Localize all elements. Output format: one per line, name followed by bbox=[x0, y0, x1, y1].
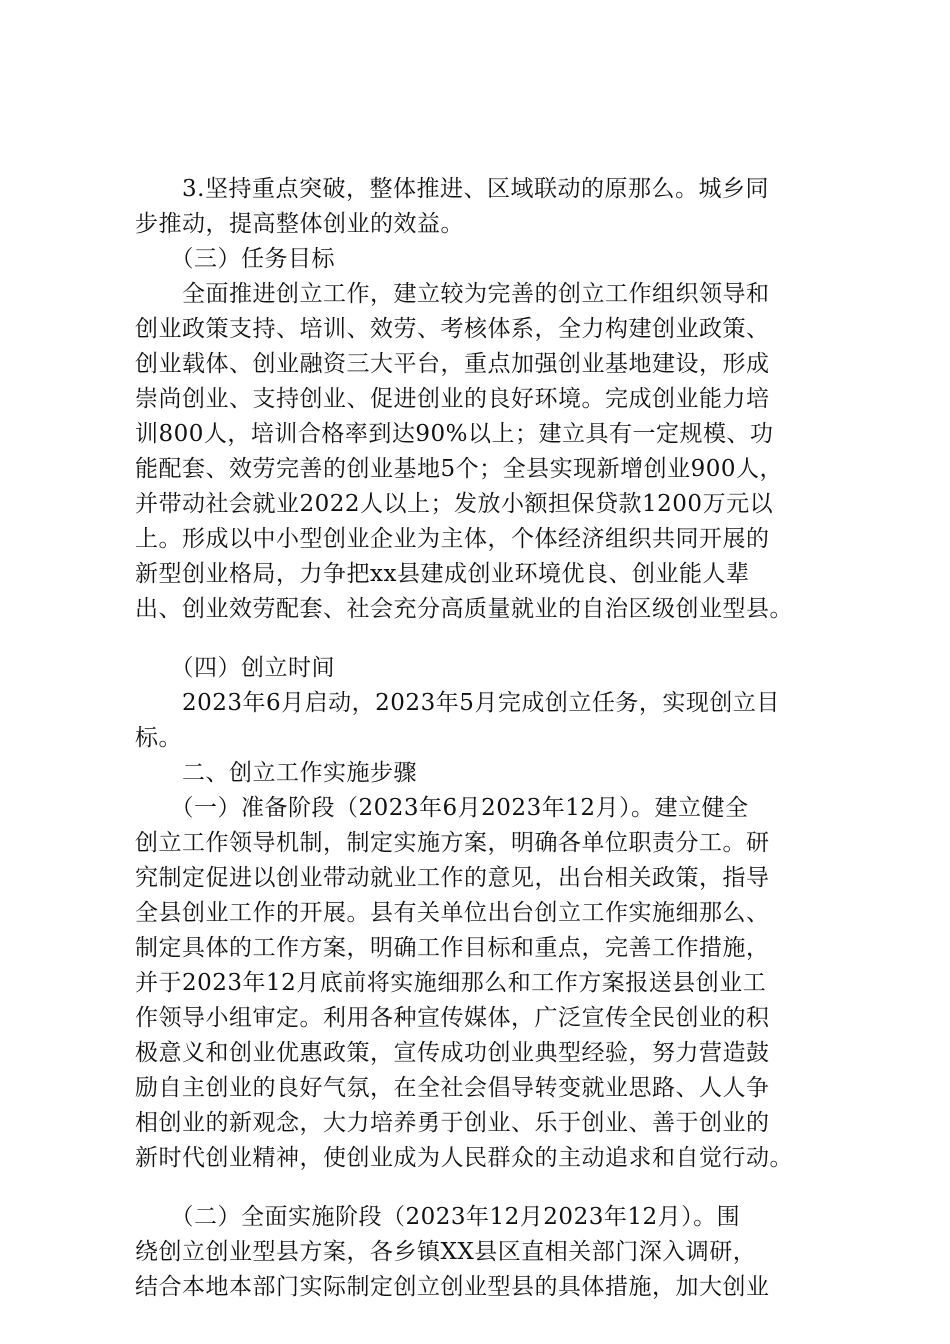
section-heading: 二、创立工作实施步骤 bbox=[135, 760, 417, 786]
text-line: 训800人，培训合格率到达90%以上；建立具有一定规模、功 bbox=[135, 421, 774, 447]
text-line: 究制定促进以创业带动就业工作的意见，出台相关政策，指导 bbox=[135, 865, 770, 891]
text-line: 新型创业格局，力争把xx县建成创业环境优良、创业能人辈 bbox=[135, 561, 750, 587]
text-line: 励自主创业的良好气氛，在全社会倡导转变就业思路、人人争 bbox=[135, 1075, 770, 1101]
text-line: 并于2023年12月底前将实施细那么和工作方案报送县创业工 bbox=[135, 970, 767, 996]
section-heading: （四）创立时间 bbox=[135, 655, 335, 681]
text-line: 新时代创业精神，使创业成为人民群众的主动追求和自觉行动。 bbox=[135, 1145, 793, 1171]
text-line: 标。 bbox=[135, 725, 182, 751]
text-line: 极意义和创业优惠政策，宣传成功创业典型经验，努力营造鼓 bbox=[135, 1040, 770, 1066]
text-line: 步推动，提高整体创业的效益。 bbox=[135, 211, 464, 237]
text-line: 制定具体的工作方案，明确工作目标和重点，完善工作措施， bbox=[135, 935, 770, 961]
text-line: 3.坚持重点突破，整体推进、区域联动的原那么。城乡同 bbox=[135, 176, 769, 202]
text-line: 出、创业效劳配套、社会充分高质量就业的自治区级创业型县。 bbox=[135, 596, 793, 622]
text-line: 创立工作领导机制，制定实施方案，明确各单位职责分工。研 bbox=[135, 830, 770, 856]
text-line: 结合本地本部门实际制定创立创业型县的具体措施，加大创业 bbox=[135, 1274, 770, 1300]
text-line: 全县创业工作的开展。县有关单位出台创立工作实施细那么、 bbox=[135, 900, 770, 926]
text-line: （一）准备阶段（2023年6月2023年12月）。建立健全 bbox=[135, 795, 749, 821]
text-line: 并带动社会就业2022人以上；发放小额担保贷款1200万元以 bbox=[135, 491, 774, 517]
text-line: （二）全面实施阶段（2023年12月2023年12月）。围 bbox=[135, 1204, 741, 1230]
text-line: 创业载体、创业融资三大平台，重点加强创业基地建设，形成 bbox=[135, 351, 770, 377]
paragraph-gap bbox=[135, 1176, 825, 1200]
text-line: 绕创立创业型县方案，各乡镇XX县区直相关部门深入调研， bbox=[135, 1239, 757, 1265]
text-line: 上。形成以中小型创业企业为主体，个体经济组织共同开展的 bbox=[135, 526, 770, 552]
text-line: 能配套、效劳完善的创业基地5个；全县实现新增创业900人， bbox=[135, 456, 784, 482]
text-line: 相创业的新观念，大力培养勇于创业、乐于创业、善于创业的 bbox=[135, 1110, 770, 1136]
text-line: 全面推进创立工作，建立较为完善的创立工作组织领导和 bbox=[135, 281, 770, 307]
section-heading: （三）任务目标 bbox=[135, 246, 335, 272]
document-body bbox=[135, 172, 825, 1305]
text-line: 创业政策支持、培训、效劳、考核体系，全力构建创业政策、 bbox=[135, 316, 770, 342]
text-line: 作领导小组审定。利用各种宣传媒体，广泛宣传全民创业的积 bbox=[135, 1005, 770, 1031]
text-line: 2023年6月启动，2023年5月完成创立任务，实现创立目 bbox=[135, 690, 780, 716]
text-line: 崇尚创业、支持创业、促进创业的良好环境。完成创业能力培 bbox=[135, 386, 770, 412]
paragraph-gap bbox=[135, 627, 825, 651]
